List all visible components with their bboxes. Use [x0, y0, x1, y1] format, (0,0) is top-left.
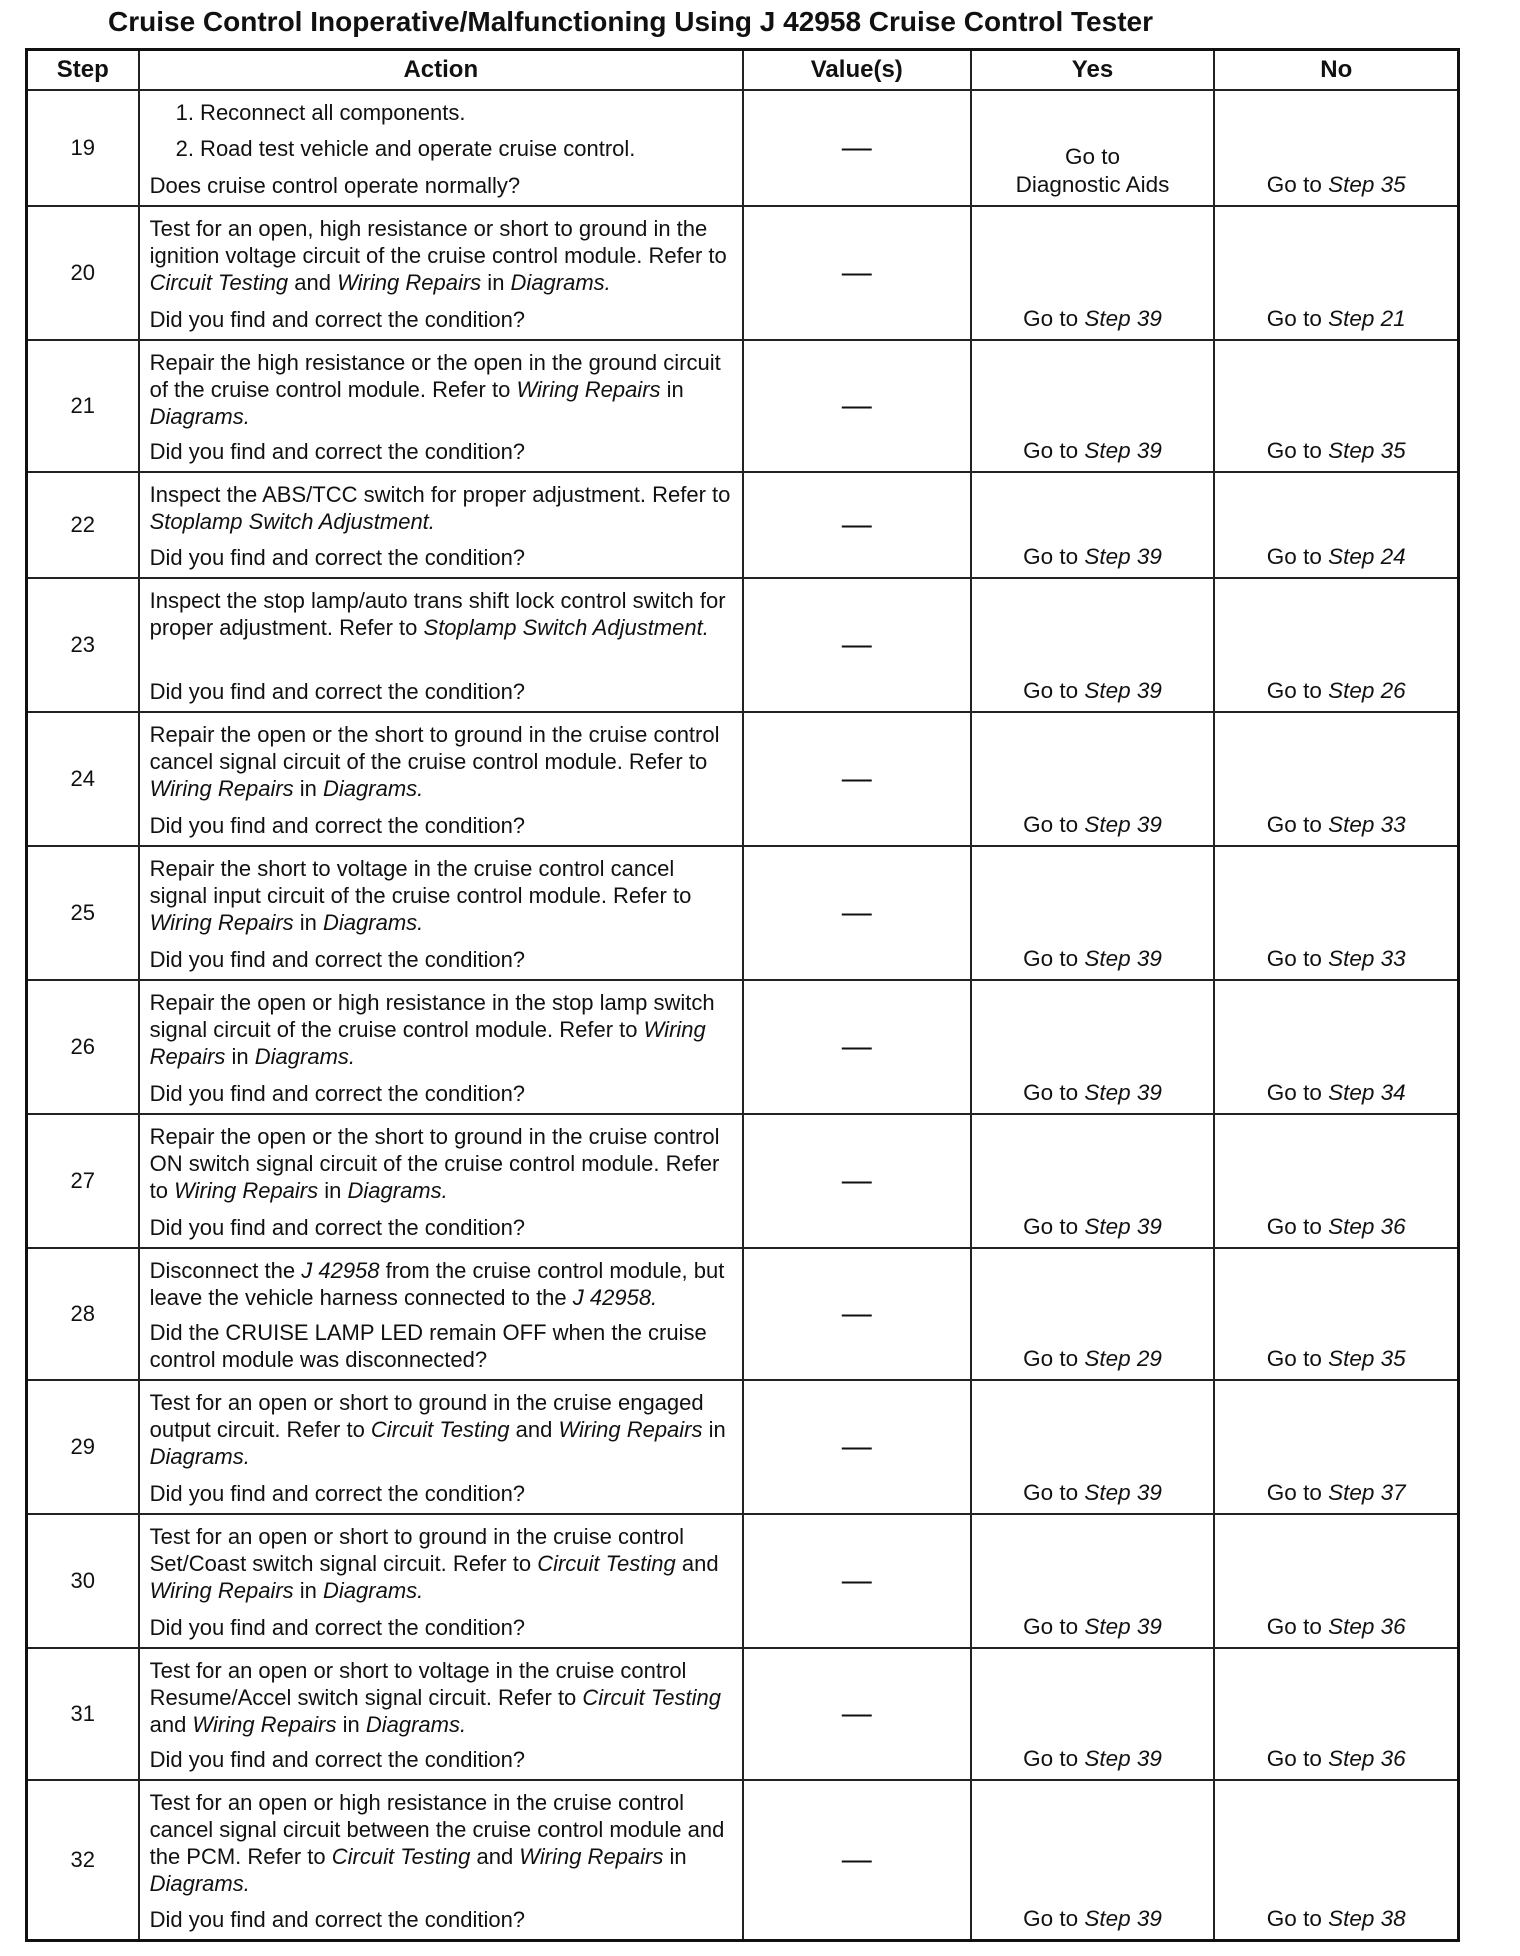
no-target-link[interactable]: Step 38	[1328, 1906, 1406, 1931]
action-question: Did you find and correct the condition?	[149, 439, 526, 464]
action-description	[150, 721, 732, 802]
yes-target-link[interactable]: Step 39	[1084, 544, 1162, 569]
yes-goto-label: Go to	[1023, 1214, 1085, 1239]
description-text: Repair the open or the short to ground in the cruise control cancel signal circuit of the cruise control module. Refer to	[149, 722, 720, 774]
reference-text: Diagrams.	[254, 1044, 356, 1069]
yes-cell	[971, 206, 1215, 340]
yes-target-link[interactable]: Step 39	[1084, 1080, 1162, 1105]
no-target-link[interactable]: Step 24	[1328, 544, 1406, 569]
description-text: in	[481, 270, 511, 295]
yes-target-link[interactable]: Step 39	[1084, 678, 1162, 703]
reference-text: Diagrams.	[323, 1578, 424, 1603]
no-target-link[interactable]: Step 33	[1328, 812, 1406, 837]
no-target-link[interactable]: Step 21	[1328, 306, 1406, 331]
table-row	[27, 340, 1459, 472]
no-value-dash: —	[841, 628, 872, 661]
reference-text: Diagrams.	[510, 270, 611, 295]
no-cell	[1214, 340, 1458, 472]
no-target-link[interactable]: Step 26	[1328, 678, 1406, 703]
table-row	[27, 1648, 1459, 1780]
description-text: Repair the short to voltage in the cruise control cancel signal input circuit of the cruise control module. Refer to	[149, 856, 692, 908]
no-value-dash: —	[841, 256, 872, 289]
table-row	[27, 1248, 1459, 1380]
step-number: 20	[27, 206, 139, 340]
description-text: and	[288, 270, 338, 295]
value-cell	[743, 340, 970, 472]
step-number: 28	[27, 1248, 139, 1380]
no-goto-label: Go to	[1266, 1214, 1322, 1239]
table-row	[27, 980, 1459, 1114]
no-value-dash: —	[841, 389, 872, 422]
no-cell	[1214, 90, 1458, 206]
reference-text: Circuit Testing	[582, 1685, 721, 1710]
header-step: Step	[27, 50, 139, 91]
action-cell	[139, 712, 743, 846]
yes-target-link[interactable]: Step 39	[1084, 1906, 1162, 1931]
description-text: in	[293, 910, 324, 935]
value-cell	[743, 712, 970, 846]
action-description	[150, 481, 732, 535]
yes-goto-label: Go to	[1023, 1906, 1085, 1931]
page-title: Cruise Control Inoperative/Malfunctioning Using J 42958 Cruise Control Tester	[108, 6, 1153, 37]
action-question: Did you find and correct the condition?	[149, 1481, 526, 1506]
value-cell	[743, 1780, 970, 1941]
yes-goto-label: Go to	[1023, 1080, 1085, 1105]
reference-text: Circuit Testing	[331, 1844, 471, 1869]
description-text: and	[675, 1551, 719, 1576]
value-cell	[743, 90, 970, 206]
action-question: Did you find and correct the condition?	[149, 545, 526, 570]
description-text: in	[293, 1578, 324, 1603]
no-goto-label: Go to	[1266, 1346, 1322, 1371]
no-value-dash: —	[841, 1297, 872, 1330]
yes-target-link[interactable]: Step 39	[1084, 306, 1162, 331]
yes-goto-label: Go to	[1023, 946, 1085, 971]
no-goto-label: Go to	[1266, 172, 1322, 197]
description-text: Inspect the ABS/TCC switch for proper adjustment. Refer to	[149, 482, 731, 507]
action-cell	[139, 90, 743, 206]
yes-goto-label: Go to	[1064, 144, 1121, 169]
no-target-link[interactable]: Step 34	[1328, 1080, 1406, 1105]
reference-text: Diagrams.	[323, 910, 424, 935]
description-text: Test for an open or short to voltage in the cruise control Resume/Accel switch signal circuit. Refer to	[149, 1658, 687, 1710]
action-description	[150, 215, 732, 296]
action-cell	[139, 1648, 743, 1780]
yes-cell	[971, 1380, 1215, 1514]
no-value-dash: —	[841, 1164, 872, 1197]
table-row	[27, 1780, 1459, 1941]
step-number: 31	[27, 1648, 139, 1780]
no-goto-label: Go to	[1266, 1480, 1322, 1505]
description-text: Test for an open, high resistance or short to ground in the ignition voltage circuit of the cruise control module. Refer to	[149, 216, 727, 268]
no-goto-label: Go to	[1266, 438, 1322, 463]
reference-text: Wiring Repairs	[516, 377, 661, 402]
no-cell	[1214, 206, 1458, 340]
value-cell	[743, 1514, 970, 1648]
no-cell	[1214, 1248, 1458, 1380]
yes-goto-label: Go to	[1023, 438, 1085, 463]
yes-cell	[971, 846, 1215, 980]
yes-target-link[interactable]: Step 39	[1084, 812, 1162, 837]
no-value-dash: —	[841, 508, 872, 541]
step-number: 22	[27, 472, 139, 578]
action-description	[150, 587, 732, 641]
action-list-item: 2. Road test vehicle and operate cruise control.	[175, 136, 636, 161]
no-goto-label: Go to	[1266, 678, 1322, 703]
yes-cell	[971, 1248, 1215, 1380]
reference-text: Wiring Repairs	[558, 1417, 703, 1442]
yes-target-link[interactable]: Step 39	[1084, 438, 1162, 463]
step-number: 27	[27, 1114, 139, 1248]
description-text: in	[663, 1844, 687, 1869]
no-goto-label: Go to	[1266, 1906, 1322, 1931]
description-text: Test for an open or high resistance in the cruise control cancel signal circuit between the cruise control module and the PCM. Refer to	[149, 1790, 725, 1869]
reference-text: Wiring Repairs	[149, 910, 294, 935]
reference-text: Stoplamp Switch Adjustment.	[423, 615, 709, 640]
action-description	[150, 349, 732, 430]
value-cell	[743, 980, 970, 1114]
description-text: and	[149, 1712, 193, 1737]
no-value-dash: —	[841, 1564, 872, 1597]
action-cell	[139, 1514, 743, 1648]
reference-text: Wiring Repairs	[337, 270, 482, 295]
no-value-dash: —	[841, 1030, 872, 1063]
action-question: Did you find and correct the condition?	[149, 947, 526, 972]
description-text: Disconnect the	[149, 1258, 302, 1283]
action-question: Did you find and correct the condition?	[149, 679, 526, 704]
no-cell	[1214, 1514, 1458, 1648]
reference-text: Wiring Repairs	[192, 1712, 337, 1737]
action-description	[150, 1257, 732, 1311]
action-description	[150, 1789, 732, 1897]
action-description	[150, 989, 732, 1070]
action-question: Did you find and correct the condition?	[149, 1081, 526, 1106]
no-cell	[1214, 846, 1458, 980]
action-cell	[139, 340, 743, 472]
yes-cell	[971, 712, 1215, 846]
no-value-dash: —	[841, 896, 872, 929]
step-number: 23	[27, 578, 139, 712]
diagnostic-table	[25, 48, 1460, 1942]
value-cell	[743, 1648, 970, 1780]
yes-goto-label: Go to	[1023, 306, 1085, 331]
value-cell	[743, 1248, 970, 1380]
yes-goto-label: Go to	[1023, 1614, 1085, 1639]
table-row	[27, 578, 1459, 712]
yes-cell	[971, 1648, 1215, 1780]
yes-target-link[interactable]: Step 39	[1084, 1214, 1162, 1239]
no-cell	[1214, 1380, 1458, 1514]
reference-text: Wiring Repairs	[149, 1017, 706, 1069]
step-number: 25	[27, 846, 139, 980]
yes-cell	[971, 578, 1215, 712]
action-question: Did you find and correct the condition?	[149, 1215, 526, 1240]
table-row	[27, 206, 1459, 340]
no-value-dash: —	[841, 1843, 872, 1876]
yes-cell	[971, 1114, 1215, 1248]
no-goto-label: Go to	[1266, 1080, 1322, 1105]
step-number: 24	[27, 712, 139, 846]
action-question: Did you find and correct the condition?	[149, 307, 526, 332]
yes-cell	[971, 1780, 1215, 1941]
value-cell	[743, 846, 970, 980]
reference-text: Diagrams.	[149, 404, 250, 429]
step-number: 26	[27, 980, 139, 1114]
no-cell	[1214, 578, 1458, 712]
no-cell	[1214, 1780, 1458, 1941]
yes-cell	[971, 340, 1215, 472]
yes-target-link[interactable]: Step 39	[1084, 946, 1162, 971]
reference-text: Circuit Testing	[149, 270, 289, 295]
action-question: Did you find and correct the condition?	[149, 1615, 526, 1640]
description-text: Test for an open or short to ground in the cruise engaged output circuit. Refer to	[149, 1390, 704, 1442]
value-cell	[743, 578, 970, 712]
no-goto-label: Go to	[1266, 946, 1322, 971]
step-number: 21	[27, 340, 139, 472]
no-target-link[interactable]: Step 35	[1328, 438, 1406, 463]
description-text: Inspect the stop lamp/auto trans shift lock control switch for proper adjustment. Refer to	[149, 588, 726, 640]
no-value-dash: —	[841, 762, 872, 795]
no-goto-label: Go to	[1266, 544, 1322, 569]
action-question: Did you find and correct the condition?	[149, 1907, 526, 1932]
reference-text: J 42958.	[572, 1285, 658, 1310]
action-description	[150, 1389, 732, 1470]
yes-target-link[interactable]: Diagnostic Aids	[1015, 172, 1170, 197]
reference-text: Diagrams.	[149, 1871, 250, 1896]
reference-text: J 42958	[301, 1258, 380, 1283]
table-row	[27, 1114, 1459, 1248]
table-row	[27, 712, 1459, 846]
reference-text: Wiring Repairs	[149, 1578, 294, 1603]
no-value-dash: —	[841, 1697, 872, 1730]
action-list-item: 1. Reconnect all components.	[175, 100, 466, 125]
no-target-link[interactable]: Step 37	[1328, 1480, 1406, 1505]
reference-text: Wiring Repairs	[174, 1178, 319, 1203]
table-body	[27, 90, 1459, 1941]
no-goto-label: Go to	[1266, 306, 1322, 331]
step-number: 32	[27, 1780, 139, 1941]
no-value-dash: —	[841, 131, 872, 164]
reference-text: Diagrams.	[149, 1444, 250, 1469]
yes-target-link[interactable]: Step 39	[1084, 1746, 1162, 1771]
yes-cell	[971, 980, 1215, 1114]
no-goto-label: Go to	[1266, 812, 1322, 837]
yes-target-link[interactable]: Step 39	[1084, 1614, 1162, 1639]
reference-text: Wiring Repairs	[519, 1844, 664, 1869]
reference-text: Wiring Repairs	[149, 776, 294, 801]
yes-goto-label: Go to	[1023, 812, 1085, 837]
no-cell	[1214, 1114, 1458, 1248]
no-target-link[interactable]: Step 36	[1328, 1614, 1406, 1639]
description-text: Repair the open or high resistance in the stop lamp switch signal circuit of the cruise control module. Refer to	[149, 990, 715, 1042]
table-row	[27, 90, 1459, 206]
action-cell	[139, 578, 743, 712]
yes-target-link[interactable]: Step 39	[1084, 1480, 1162, 1505]
action-description	[150, 1123, 732, 1204]
action-question: Did the CRUISE LAMP LED remain OFF when the cruise control module was disconnected?	[149, 1320, 707, 1372]
yes-goto-label: Go to	[1023, 1746, 1085, 1771]
description-text: Repair the open or the short to ground in the cruise control ON switch signal circuit of the cruise control module. Refer to	[149, 1124, 720, 1203]
no-cell	[1214, 712, 1458, 846]
description-text: in	[660, 377, 684, 402]
reference-text: Diagrams.	[347, 1178, 448, 1203]
description-text: in	[336, 1712, 366, 1737]
header-no: No	[1214, 50, 1458, 91]
action-cell	[139, 1380, 743, 1514]
step-number: 30	[27, 1514, 139, 1648]
table-row	[27, 1380, 1459, 1514]
action-question: Did you find and correct the condition?	[149, 813, 526, 838]
step-number: 29	[27, 1380, 139, 1514]
description-text: Test for an open or short to ground in the cruise control Set/Coast switch signal circuit. Refer to	[149, 1524, 685, 1576]
header-values: Value(s)	[743, 50, 970, 91]
description-text: in	[293, 776, 324, 801]
value-cell	[743, 206, 970, 340]
no-goto-label: Go to	[1266, 1614, 1322, 1639]
yes-cell	[971, 472, 1215, 578]
no-target-link[interactable]: Step 36	[1328, 1214, 1406, 1239]
value-cell	[743, 472, 970, 578]
no-target-link[interactable]: Step 35	[1328, 1346, 1406, 1371]
reference-text: Circuit Testing	[537, 1551, 676, 1576]
no-target-link[interactable]: Step 33	[1328, 946, 1406, 971]
value-cell	[743, 1380, 970, 1514]
action-cell	[139, 472, 743, 578]
reference-text: Diagrams.	[365, 1712, 467, 1737]
action-cell	[139, 206, 743, 340]
no-target-link[interactable]: Step 35	[1328, 172, 1406, 197]
yes-goto-label: Go to	[1023, 1346, 1085, 1371]
no-goto-label: Go to	[1266, 1746, 1322, 1771]
yes-goto-label: Go to	[1023, 544, 1085, 569]
table-row	[27, 1514, 1459, 1648]
description-text: and	[470, 1844, 520, 1869]
description-text: in	[318, 1178, 348, 1203]
action-cell	[139, 1114, 743, 1248]
action-cell	[139, 1780, 743, 1941]
no-cell	[1214, 472, 1458, 578]
action-cell	[139, 980, 743, 1114]
header-action: Action	[139, 50, 743, 91]
description-text: Repair the high resistance or the open in the ground circuit of the cruise control module. Refer to	[149, 350, 721, 402]
no-cell	[1214, 980, 1458, 1114]
header-yes: Yes	[971, 50, 1215, 91]
reference-text: Stoplamp Switch Adjustment.	[149, 509, 435, 534]
value-cell	[743, 1114, 970, 1248]
action-description	[150, 1657, 732, 1738]
table-row	[27, 846, 1459, 980]
action-cell	[139, 846, 743, 980]
description-text: from the cruise control module, but leave the vehicle harness connected to the	[149, 1258, 725, 1310]
no-target-link[interactable]: Step 36	[1328, 1746, 1406, 1771]
action-description	[150, 1523, 732, 1604]
yes-cell	[971, 1514, 1215, 1648]
yes-target-link[interactable]: Step 29	[1084, 1346, 1162, 1371]
step-number: 19	[27, 90, 139, 206]
action-cell	[139, 1248, 743, 1380]
action-question: Does cruise control operate normally?	[149, 173, 521, 198]
no-cell	[1214, 1648, 1458, 1780]
table-header-row	[27, 50, 1459, 91]
reference-text: Diagrams.	[323, 776, 424, 801]
no-value-dash: —	[841, 1430, 872, 1463]
action-description	[150, 855, 732, 936]
yes-cell	[971, 90, 1215, 206]
description-text: in	[702, 1417, 726, 1442]
table-row	[27, 472, 1459, 578]
description-text: in	[225, 1044, 255, 1069]
yes-goto-label: Go to	[1023, 678, 1085, 703]
action-question: Did you find and correct the condition?	[149, 1747, 526, 1772]
reference-text: Circuit Testing	[370, 1417, 510, 1442]
description-text: and	[509, 1417, 559, 1442]
yes-goto-label: Go to	[1023, 1480, 1085, 1505]
